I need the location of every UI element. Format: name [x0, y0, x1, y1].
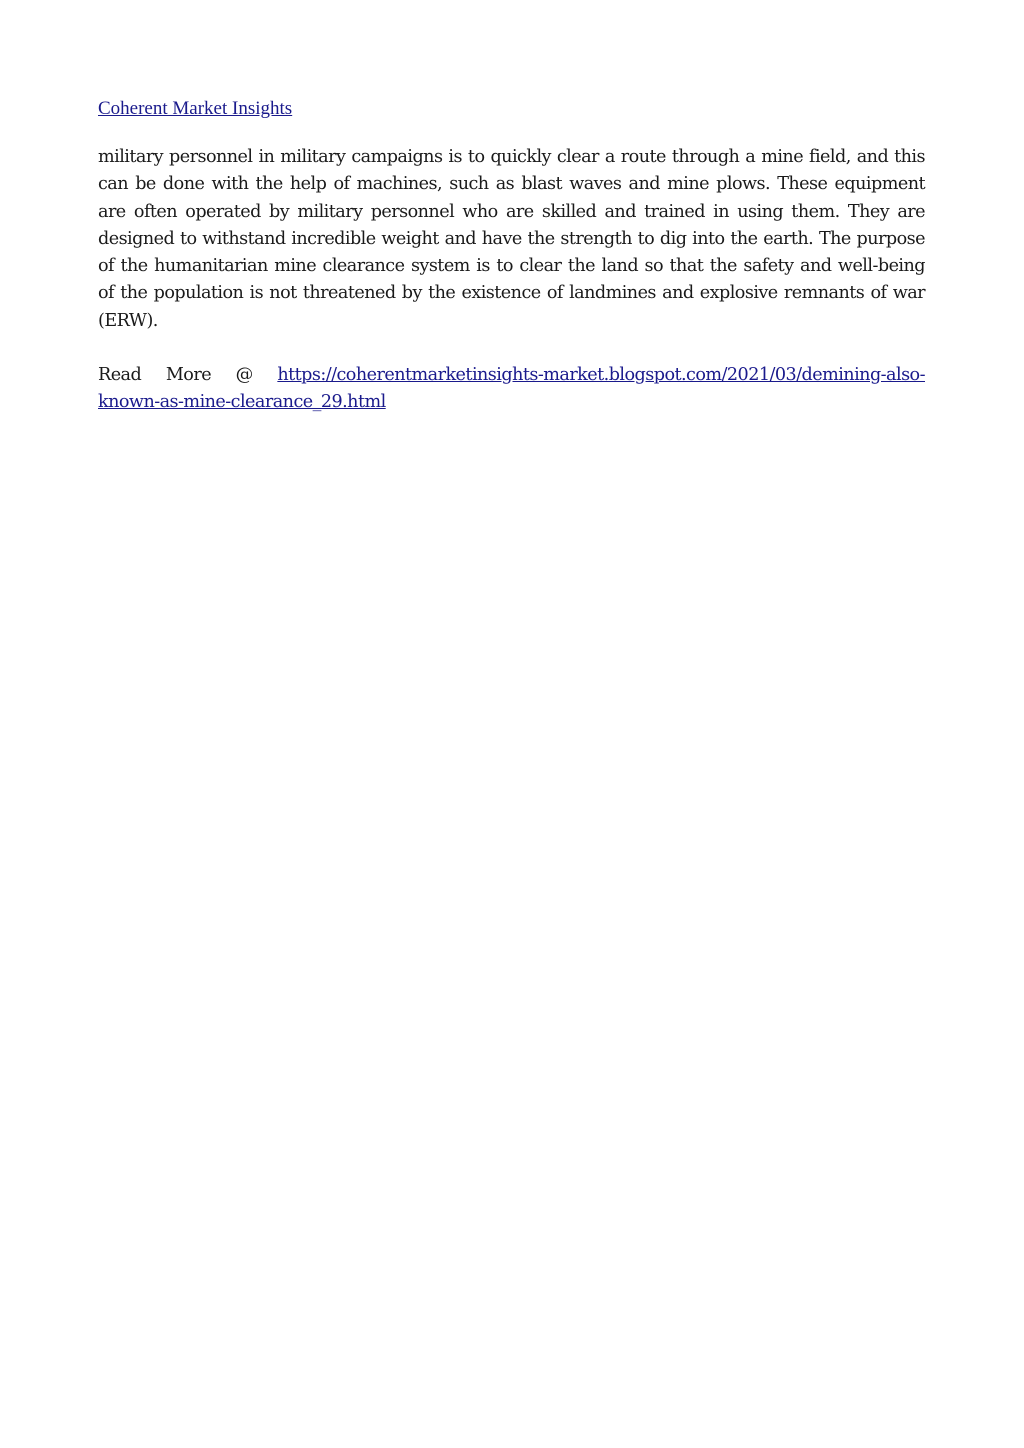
- read-more-line: [98, 362, 925, 417]
- body-paragraph: military personnel in military campaigns is to quickly clear a route through a mine field, and this can be done with the help of machines, such as blast waves and mine plows. These equipment are often operated by military personnel who are skilled and trained in using them. They are designed to withstand incredible weight and have the strength to dig into the earth. The purpose of the humanitarian mine clearance system is to clear the land so that the safety and well-being of the population is not threatened by the existence of landmines and explosive remnants of war (ERW).: [98, 147, 925, 331]
- read-more-prefix: Read More @: [98, 365, 253, 386]
- document-page: [98, 96, 925, 417]
- header-link[interactable]: Coherent Market Insights: [98, 98, 293, 119]
- read-more-link[interactable]: https://coherentmarketinsights-market.blogspot.com/2021/03/demining-also-known-as-mine-clearance_29.html: [98, 365, 925, 413]
